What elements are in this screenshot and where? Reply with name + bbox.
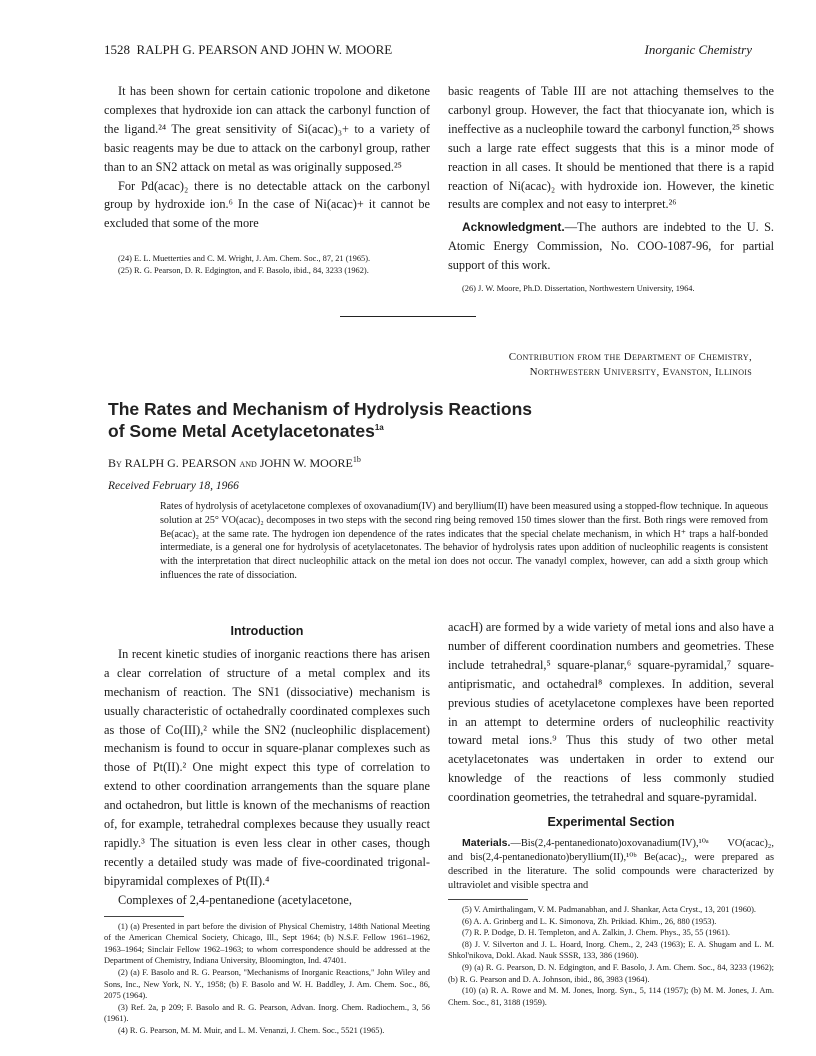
footnotes — [448, 904, 774, 1008]
footnote-9: (9) (a) R. G. Pearson, D. N. Edgington, and F. Basolo, J. Am. Chem. Soc., 84, 3233 (1962); (b) R. G. Pearson and D. A. Johnson, ibid., 86, 3983 (1964). — [448, 962, 774, 984]
footnote-4: (4) R. G. Pearson, M. M. Muir, and L. M. Venanzi, J. Chem. Soc., 5521 (1965). — [118, 1025, 385, 1035]
intro-column — [104, 618, 430, 1037]
footnote-10: (10) (a) R. A. Rowe and M. M. Jones, Inorg. Syn., 5, 114 (1957); (b) M. M. Jones, J. Am. Chem. Soc., 81, 3188 (1959). — [448, 986, 774, 1007]
right-column — [448, 618, 774, 1008]
materials-text: —Bis(2,4-pentanedionato)oxovanadium(IV),¹⁰ᵃ VO(acac)₂, and bis(2,4-pentanedionato)beryllium(II),¹⁰ᵇ Be(acac)₂, were prepared as described in the literature. The solid compounds were characterized by ultraviolet and visible spectra and — [448, 837, 774, 891]
footnote-8: (8) J. V. Silverton and J. L. Hoard, Inorg. Chem., 2, 243 (1963); E. A. Shugam and L. M. Shkol'nikova, Dokl. Akad. Nauk SSSR, 133, 386 (1960). — [448, 939, 774, 961]
received-date: Received February 18, 1966 — [108, 480, 239, 492]
byline-and: and — [239, 456, 257, 470]
title-line-2: of Some Metal Acetylacetonates — [108, 421, 375, 441]
section-heading-introduction: Introduction — [230, 624, 304, 638]
footnotes — [104, 921, 430, 1037]
abstract: Rates of hydrolysis of acetylacetone complexes of oxovanadium(IV) and beryllium(II) have been measured using a stopped-flow technique. In aqueous solution at 25° VO(acac)₂ decomposes in two steps with the second ring being removed 150 times slower than the first. Both rings were removed from Be(acac)₂ at the same rate. The hydrogen ion dependence of the rates indicates that the special chelate mechanism, in which H⁺ traps a half-bonded intermediate, is a general one for hydrolysis of acetylacetonates. The behavior of hydrolysis rates upon addition of nucleophilic reagents is consistent with the interpretation that direct nucleophilic attack on the metal ion does not occur. The vanadyl complex, however, can add a sixth group which influences the rate of dissociation. — [160, 501, 768, 581]
acknowledgment-text: —The authors are indebted to the U. S. Atomic Energy Commission, No. COO-1087-96, for partial support of this work. — [448, 220, 774, 273]
contribution-line — [509, 350, 752, 380]
footnote-2: (2) (a) F. Basolo and R. G. Pearson, "Mechanisms of Inorganic Reactions," John Wiley and Sons, Inc., New York, N. Y., 1958; (b) F. Basolo and W. H. Baddley, J. Am. Chem. Soc., 86, 2075 (1964). — [104, 967, 430, 1001]
paragraph: Complexes of 2,4-pentanedione (acetylacetone, — [118, 892, 352, 907]
section-divider — [340, 316, 476, 317]
footnote-7: (7) R. P. Dodge, D. H. Templeton, and A. Zalkin, J. Chem. Phys., 35, 55 (1961). — [462, 928, 730, 938]
footnote-5: (5) V. Amirthalingam, V. M. Padmanabhan, and J. Shankar, Acta Cryst., 13, 201 (1960). — [462, 904, 756, 914]
byline-superscript: 1b — [352, 455, 361, 464]
footnote-rule — [448, 899, 528, 900]
footnote-25: (25) R. G. Pearson, D. R. Edgington, and F. Basolo, ibid., 84, 3233 (1962). — [118, 265, 369, 275]
author-2: JOHN W. MOORE — [259, 456, 353, 470]
journal-name: Inorganic Chemistry — [644, 42, 752, 57]
author-1: RALPH G. PEARSON — [124, 456, 237, 470]
contribution-line-2: Northwestern University, Evanston, Illinois — [529, 366, 752, 378]
top-right-column — [448, 82, 774, 295]
running-title: RALPH G. PEARSON AND JOHN W. MOORE — [136, 42, 393, 57]
byline — [108, 456, 361, 471]
footnote-6: (6) A. A. Grinberg and L. K. Simonova, Zh. Prikiad. Khim., 26, 880 (1953). — [462, 916, 717, 926]
byline-by: By — [108, 456, 122, 470]
title-line-1: The Rates and Mechanism of Hydrolysis Reactions — [108, 399, 533, 419]
footnote-3: (3) Ref. 2a, p 209; F. Basolo and R. G. Pearson, Advan. Inorg. Chem. Radiochem., 3, 56 (1961). — [104, 1002, 430, 1024]
footnote-24: (24) E. L. Muetterties and C. M. Wright, J. Am. Chem. Soc., 87, 21 (1965). — [118, 254, 371, 264]
footnotes — [448, 283, 774, 295]
section-heading-experimental: Experimental Section — [547, 815, 675, 830]
page-number: 1528 RALPH G. PEARSON AND JOHN W. MOORE — [104, 42, 393, 57]
materials-label: Materials. — [462, 836, 511, 849]
footnote-rule — [104, 916, 184, 917]
paragraph: For Pd(acac)₂ there is no detectable attack on the carbonyl group by hydroxide ion.⁶ In the case of Ni(acac)+ it cannot be excluded that some of the more — [104, 178, 430, 231]
footnotes — [104, 253, 430, 276]
title-superscript: 1a — [374, 423, 384, 433]
acknowledgment — [448, 218, 774, 275]
paragraph: basic reagents of Table III are not attaching themselves to the carbonyl group. However, the fact that thiocyanate ion, which is ineffective as a nucleophile toward the carbonyl function,²⁵ shows such a large rate effect suggests that this is a minor mode of reaction in all cases. It should be mentioned that there is a rapid reaction of Ni(acac)₂ with hydroxide ion. However, the kinetic results are complex and not easy to interpret.²⁶ — [448, 84, 774, 212]
contribution-line-1: Contribution from the Department of Chemistry, — [508, 351, 752, 363]
paragraph: It has been shown for certain cationic tropolone and diketone complexes that hydroxide ion can attack the carbonyl function of the ligand.²⁴ The great sensitivity of Si(acac)₃+ to a variety of basic reagents may be due to attack on the carbonyl group, rather than to an SN2 attack on metal as was originally supposed.²⁵ — [104, 84, 430, 174]
footnote-26: (26) J. W. Moore, Ph.D. Dissertation, Northwestern University, 1964. — [462, 284, 695, 294]
paragraph: acacH) are formed by a wide variety of metal ions and also have a number of different coordination numbers and geometries. These include tetrahedral,⁵ square-planar,⁶ square-pyramidal,⁷ square-antiprismatic, and octahedral⁸ complexes. In addition, several previous studies of acetylacetone complexes have been reported in an attempt to determine orders of nucleophilic reactivity toward metal ions.⁹ Thus this study of two other metal acetylacetonates was undertaken in order to extend our knowledge of the reactions of less commonly studied coordination geometries, the tetrahedral and square-pyramidal. — [448, 620, 774, 805]
materials-paragraph — [448, 836, 774, 893]
footnote-1: (1) (a) Presented in part before the division of Physical Chemistry, 148th National Meeting of the American Chemical Society, Chicago, Ill., Sept 1964; (b) N.S.F. Fellow 1961–1962, 1963–1964; Sinclair Fellow 1962–1963; to whom correspondence should be addressed at the Department of Chemistry, Indiana University, Bloomington, Ind. 47401. — [104, 921, 430, 966]
article-title — [108, 398, 668, 442]
paragraph: In recent kinetic studies of inorganic reactions there has arisen a clear correlation of structure of a metal complex and its mechanism of reaction. The SN1 (dissociative) mechanism is usually characteristic of octahedrally coordinated complexes such as those of Co(III),² while the SN2 (nucleophilic displacement) mechanism is found to occur in square-planar complexes such as those of Pt(II).² One might expect this type of correlation to extend to other coordination arrangements than the square plane and octahedron, but little is known of the mechanisms of reaction of, for example, tetrahedral complexes because they usually react rapidly.³ The situation is even less clear in other cases, though recently a detailed study was made of five-coordinated trigonal-bipyramidal complexes of Pt(II).⁴ — [104, 646, 430, 888]
top-left-column — [104, 82, 430, 276]
acknowledgment-label: Acknowledgment. — [462, 220, 565, 235]
